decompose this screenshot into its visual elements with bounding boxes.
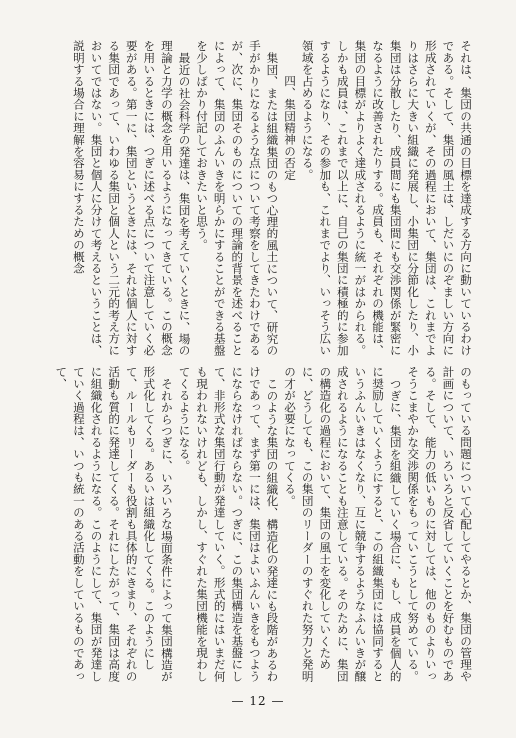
upper-text-column	[42, 40, 474, 358]
paragraph: このような集団の組織化、構造化の発達にも段階があるわけであって、まず第一には、集団はよいふんいきをもつようにならなければならない。つぎに、この集団構造を基盤にして、非形式な集団行動が発達していく。形式的にはいまだ何も現われないけれども、しかし、すぐれた集団機能を現わしてくるようになる。	[177, 366, 280, 682]
paragraph: それは、集団の共通の目標を達成する方向に動いているわけである。そして、集団の風土は、しだいにのぞましい方向に形成されていくが、その過程において、集団は、これまでよりはさらに大きい組織に発展し、小集団に分節化したり、小集団は分散したり、成員間にも集団間にも交渉関係が緊密になるように改善されたりする。成員も、それぞれの機能は、集団の目標がよりよく達成されるように統一がはかられる。しかも成員は、これまで以上に、自己の集団に積極的に参加するようになり、その参加も、これまでより、いっそう広い領域を占めるようになる。	[300, 40, 473, 356]
section-heading: 四、集団精神の否定	[283, 74, 298, 181]
page-number: — 12 —	[231, 694, 285, 708]
paragraph: 最近の社会科学の発達は、集団を考えていくときに、場の理論と力学の概念を用いるようになってきている。この概念を用いるときには、つぎに述べる点について注意していく必要がある。第一に、集団というときには、それは個人に対する集団であって、いわゆる集団と個人という二元的考え方においてではない。集団と個人に分けて考えるということは、説明する場合に理解を容易にするための概念	[71, 40, 192, 356]
paragraph: つぎに、集団を組織していく場合に、もし、成員を個人的に奨励していくようにすると、この組織集団には協同するというふんいきはなくなり、互に競争するようなふんいきが醸成されるようになることも注意している。そのために、集団の構造化の過程において、集団の風土を変化していくために、どうしても、この集団のリーダーのすぐれた努力と発明の才が必要になってくる。	[283, 366, 403, 682]
paragraph: それからつぎに、いろいろな場面条件によって集団構造が形式化してくる。あるいは組織化してくる。このようにして、ルールもリーダーも役割も具体的にきまり、それぞれの活動も質的に発達してくる。それにしたがって、集団は高度に組織化されるようになる。このようにして、集団が発達していく過程は、いつも統一のある活動をしているものであって、	[54, 366, 174, 682]
paragraph: 集団、または組織集団のもつ心理的風土について、研究の手がかりになるような点について考察をしてきたわけであるが、次に、集団そのものについての理論的背景を述べることによって、集団のふんいきを明らかにすることができる基盤を少しばかり付記しておきたいと思う。	[195, 40, 280, 356]
paragraph: のもっている問題について心配してやるとか、集団の管理や計画について、いろいろと反省していくことを好むものである。そして、能力の低いものに対しては、他のものよりいっそうこまやかな交渉関係をもっていこうとして努めている。	[406, 366, 473, 682]
lower-text-column	[42, 366, 474, 688]
